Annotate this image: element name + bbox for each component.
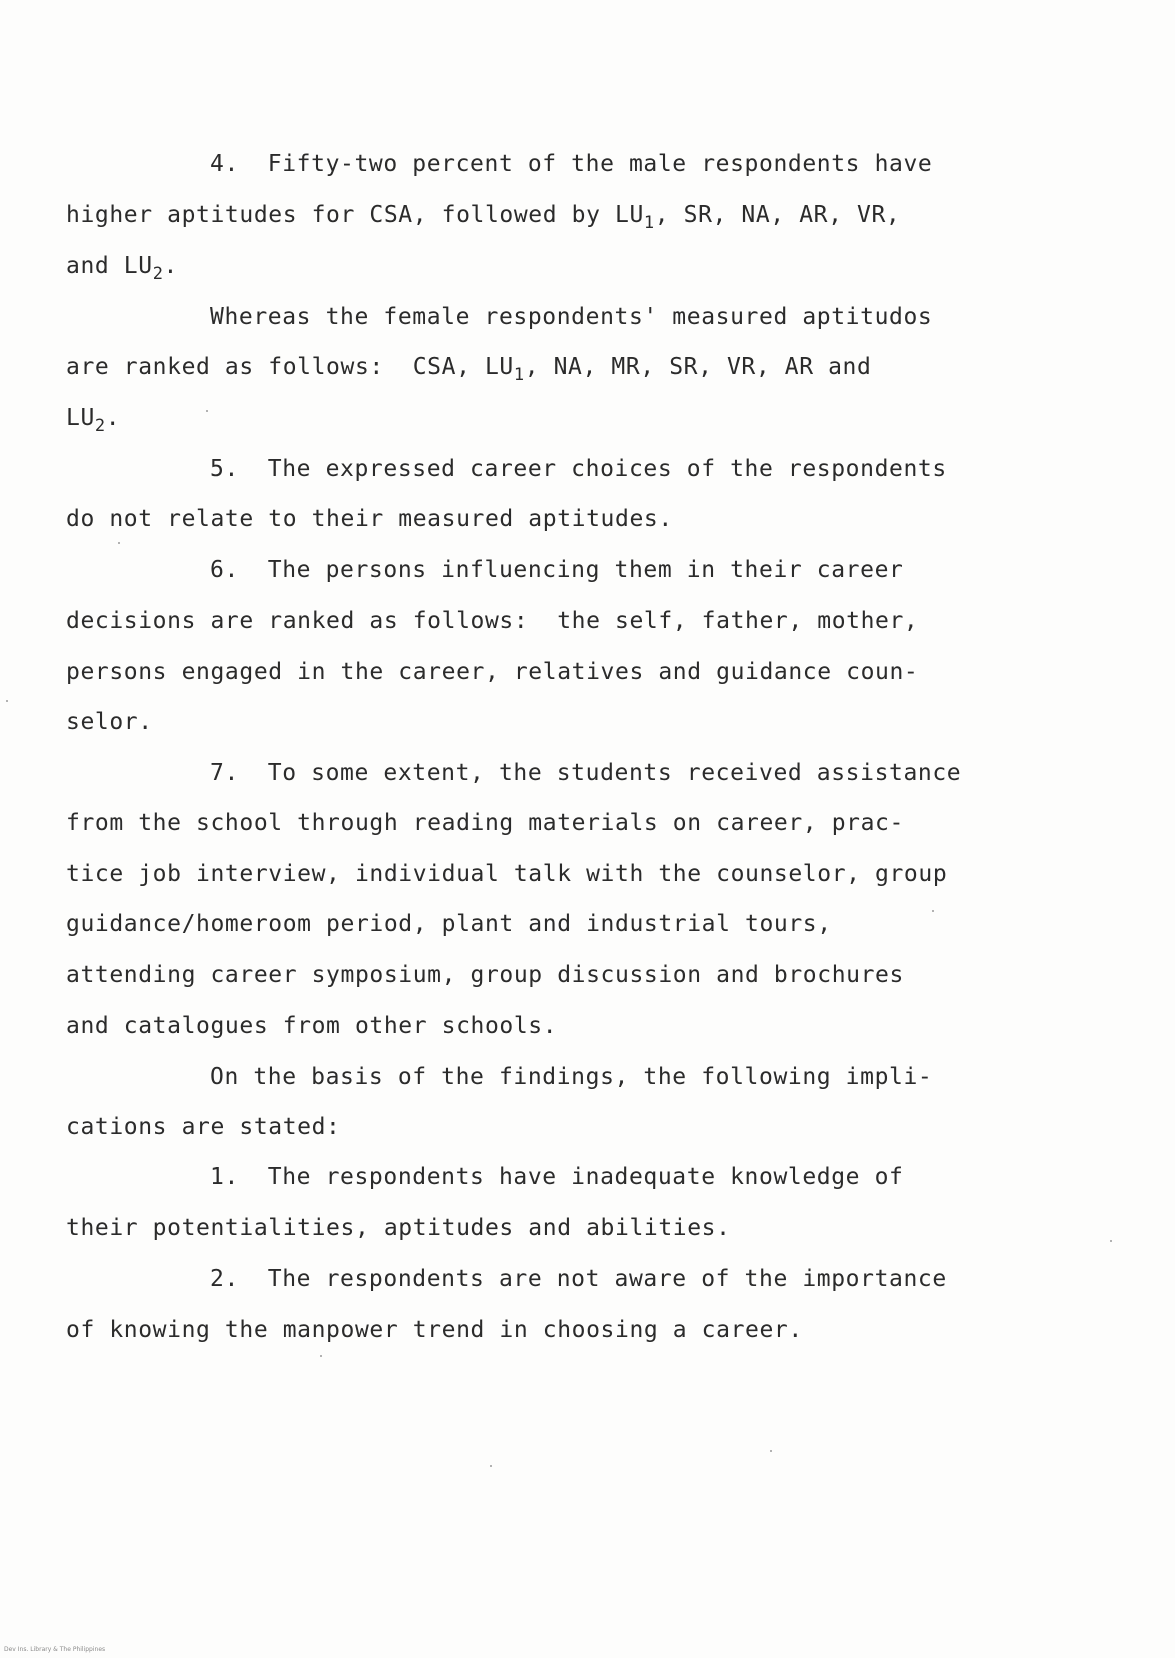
implication-2-line-1: 2. The respondents are not aware of the importance: [210, 1266, 947, 1292]
implications-line-1: On the basis of the findings, the following impli-: [210, 1064, 933, 1090]
implication-1-line-1: 1. The respondents have inadequate knowledge of: [210, 1164, 904, 1190]
whereas-line-1: Whereas the female respondents' measured aptitudos: [210, 304, 933, 330]
item-7-line-6: and catalogues from other schools.: [66, 1013, 558, 1039]
scan-footer-stamp: Dev Ins. Library & The Philippines: [4, 1646, 106, 1653]
item-7-line-2: from the school through reading materials on career, prac-: [66, 810, 904, 836]
item-6-line-1: 6. The persons influencing them in their career: [210, 557, 904, 583]
whereas-line-3: $LU_2$.: [66, 405, 121, 436]
item-4-line-2: higher aptitudes for CSA, followed by $LU_1$, SR, NA, AR, VR,: [66, 202, 901, 233]
item-4-line-3: and $LU_2$.: [66, 253, 178, 284]
item-6-line-2: decisions are ranked as follows: the self, father, mother,: [66, 608, 919, 634]
scan-speck: [6, 700, 8, 702]
item-7-line-4: guidance/homeroom period, plant and industrial tours,: [66, 911, 832, 937]
scan-speck: [770, 1450, 772, 1452]
item-5-line-1: 5. The expressed career choices of the respondents: [210, 456, 947, 482]
scan-speck: [118, 542, 120, 544]
implications-line-2: cations are stated:: [66, 1114, 341, 1140]
item-7-line-5: attending career symposium, group discussion and brochures: [66, 962, 904, 988]
scan-speck: [320, 1355, 322, 1357]
scan-speck: [490, 1465, 492, 1467]
item-7-line-1: 7. To some extent, the students received assistance: [210, 760, 962, 786]
item-6-line-4: selor.: [66, 709, 153, 735]
item-6-line-3: persons engaged in the career, relatives and guidance coun-: [66, 659, 919, 685]
item-4-line-1: 4. Fifty-two percent of the male respondents have: [210, 151, 933, 177]
whereas-line-2: are ranked as follows: CSA, $LU_1$, NA, MR, SR, VR, AR and: [66, 354, 872, 385]
item-7-line-3: tice job interview, individual talk with the counselor, group: [66, 861, 948, 887]
scan-speck: [1110, 1240, 1112, 1242]
implication-1-line-2: their potentialities, aptitudes and abilities.: [66, 1215, 731, 1241]
scan-speck: [206, 410, 208, 412]
item-5-line-2: do not relate to their measured aptitudes.: [66, 506, 673, 532]
scan-speck: [932, 910, 934, 912]
implication-2-line-2: of knowing the manpower trend in choosing a career.: [66, 1317, 803, 1343]
